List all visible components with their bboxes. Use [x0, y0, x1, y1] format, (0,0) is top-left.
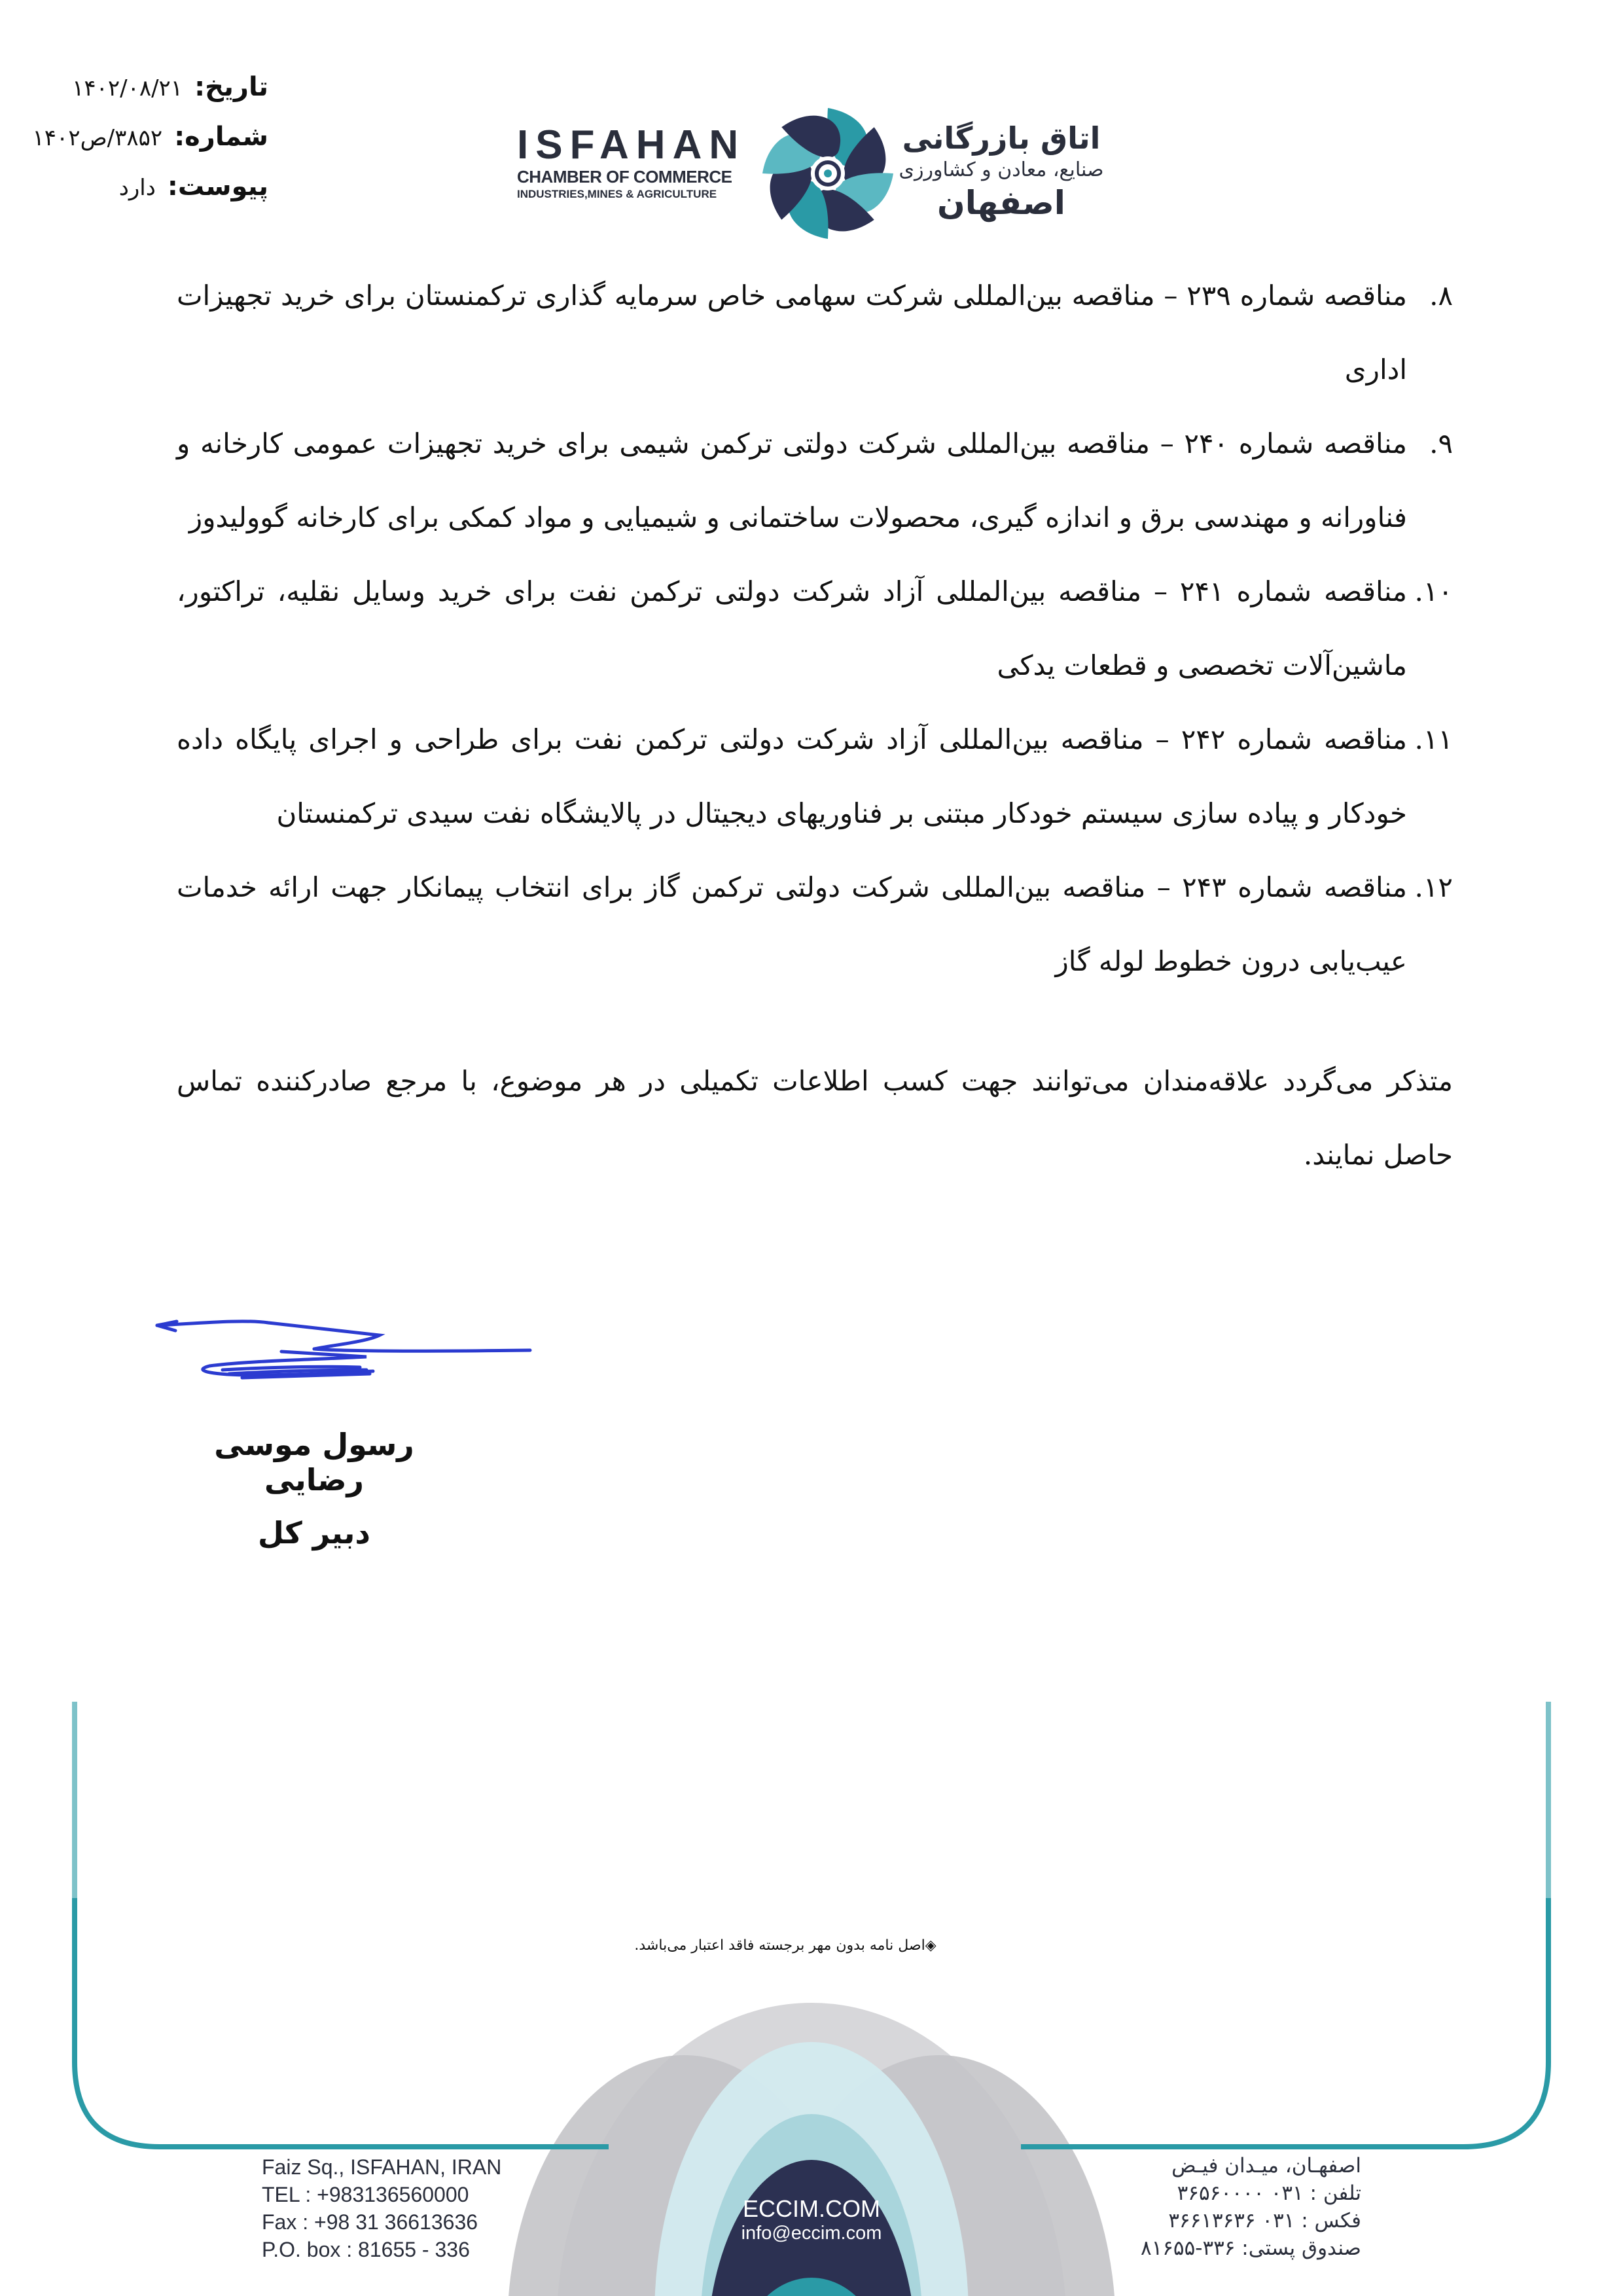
tender-item — [177, 850, 1453, 998]
footer-en-fax: Fax : +98 31 36613636 — [262, 2210, 478, 2234]
footer-en-tel: TEL : +983136560000 — [262, 2183, 469, 2206]
logo-fa-line3: اصفهان — [937, 184, 1065, 222]
item-number: ۱۰. — [1414, 575, 1453, 607]
closing-note: متذکر می‌گردد علاقه‌مندان می‌توانند جهت کسب اطلاعات تکمیلی در هر موضوع، با مرجع صادرکننده تماس حاصل نمایند. — [177, 1065, 1453, 1171]
number-label: شماره: — [174, 122, 268, 152]
logo-emblem-icon — [753, 98, 903, 249]
logo-persian-text — [887, 119, 1116, 223]
logo-fa-line1: اتاق بازرگانی — [902, 120, 1101, 156]
item-number: ۱۲. — [1414, 871, 1453, 903]
item-number: ۹. — [1429, 427, 1453, 459]
chamber-logo — [517, 98, 1126, 249]
signatory-title: دبیر کل — [257, 1515, 371, 1551]
logo-en-line2: CHAMBER OF COMMERCE — [517, 167, 732, 187]
item-number: ۱۱. — [1414, 723, 1453, 755]
tender-item — [177, 259, 1453, 406]
date-label: تاریخ: — [194, 72, 268, 102]
item-text: مناقصه شماره ۲۴۱ – مناقصه بین‌المللی آزاد شرکت دولتی ترکمن نفت برای خرید وسایل نقلیه، تراکتور، ماشین‌آلات تخصصی و قطعات یدکی — [177, 575, 1407, 681]
footer-fa-tel: تلفن : ۰۳۱ ۳۶۵۶۰۰۰۰ — [1177, 2181, 1361, 2205]
tender-item — [177, 406, 1453, 554]
footer-web — [713, 2196, 910, 2244]
number-value: ۳۸۵۲/ص۱۴۰۲ — [32, 125, 163, 151]
logo-en-line1: ISFAHAN — [517, 122, 746, 168]
letter-meta — [20, 72, 268, 221]
tender-item — [177, 554, 1453, 702]
footer-email[interactable]: info@eccim.com — [741, 2223, 882, 2244]
item-text: مناقصه شماره ۲۴۰ – مناقصه بین‌المللی شرکت دولتی ترکمن شیمی برای خرید تجهیزات عمومی کارخانه و فناورانه و مهندسی برق و اندازه گیری، محصولات ساختمانی و شیمیایی و مواد کمکی برای کارخانه گوولیدوز — [177, 427, 1407, 533]
footer-en-pobox: P.O. box : 81655 - 336 — [262, 2238, 470, 2261]
logo-english-text — [517, 124, 746, 202]
footer-address-english — [262, 2153, 602, 2263]
logo-fa-line2: صنایع، معادن و کشاورزی — [899, 158, 1104, 181]
footer-website[interactable]: ECCIM.COM — [743, 2195, 880, 2222]
logo-en-line3: INDUSTRIES,MINES & AGRICULTURE — [517, 188, 717, 200]
attachment-value: دارد — [118, 175, 156, 201]
item-text: مناقصه شماره ۲۴۲ – مناقصه بین‌المللی آزاد شرکت دولتی ترکمن نفت برای طراحی و اجرای پایگاه داده خودکار و پیاده سازی سیستم خودکار مبتنی بر فناوریهای دیجیتال در پالایشگاه نفت سیدی ترکمنستان — [177, 723, 1407, 829]
footer-fa-fax: فکس : ۰۳۱ ۳۶۶۱۳۶۳۶ — [1168, 2209, 1361, 2233]
footer-fa-address: اصفهـان، میـدان فیـض — [1171, 2154, 1361, 2178]
footer-fa-pobox: صندوق پستی: ۳۳۶-۸۱۶۵۵ — [1140, 2236, 1361, 2260]
item-text: مناقصه شماره ۲۴۳ – مناقصه بین‌المللی شرکت دولتی ترکمن گاز برای انتخاب پیمانکار جهت ارائه خدمات عیب‌یابی درون خطوط لوله گاز — [177, 871, 1407, 977]
stamp-validity-note: ◈اصل نامه بدون مهر برجسته فاقد اعتبار می‌باشد. — [634, 1937, 936, 1954]
item-number: ۸. — [1429, 279, 1453, 312]
date-value: ۱۴۰۲/۰۸/۲۱ — [72, 75, 183, 101]
signatory-name: رسول موسی رضایی — [214, 1427, 414, 1498]
date-row — [20, 72, 268, 122]
letter-body — [177, 259, 1453, 1192]
footer-en-address: Faiz Sq., ISFAHAN, IRAN — [262, 2155, 502, 2179]
footer-address-persian — [1073, 2152, 1361, 2262]
item-text: مناقصه شماره ۲۳۹ – مناقصه بین‌المللی شرکت سهامی خاص سرمایه گذاری ترکمنستان برای خرید تجهیزات اداری — [177, 279, 1407, 386]
attachment-row — [20, 171, 268, 221]
attachment-label: پیوست: — [167, 171, 268, 202]
handwritten-signature — [151, 1312, 543, 1443]
number-row — [20, 122, 268, 171]
tender-item — [177, 702, 1453, 850]
